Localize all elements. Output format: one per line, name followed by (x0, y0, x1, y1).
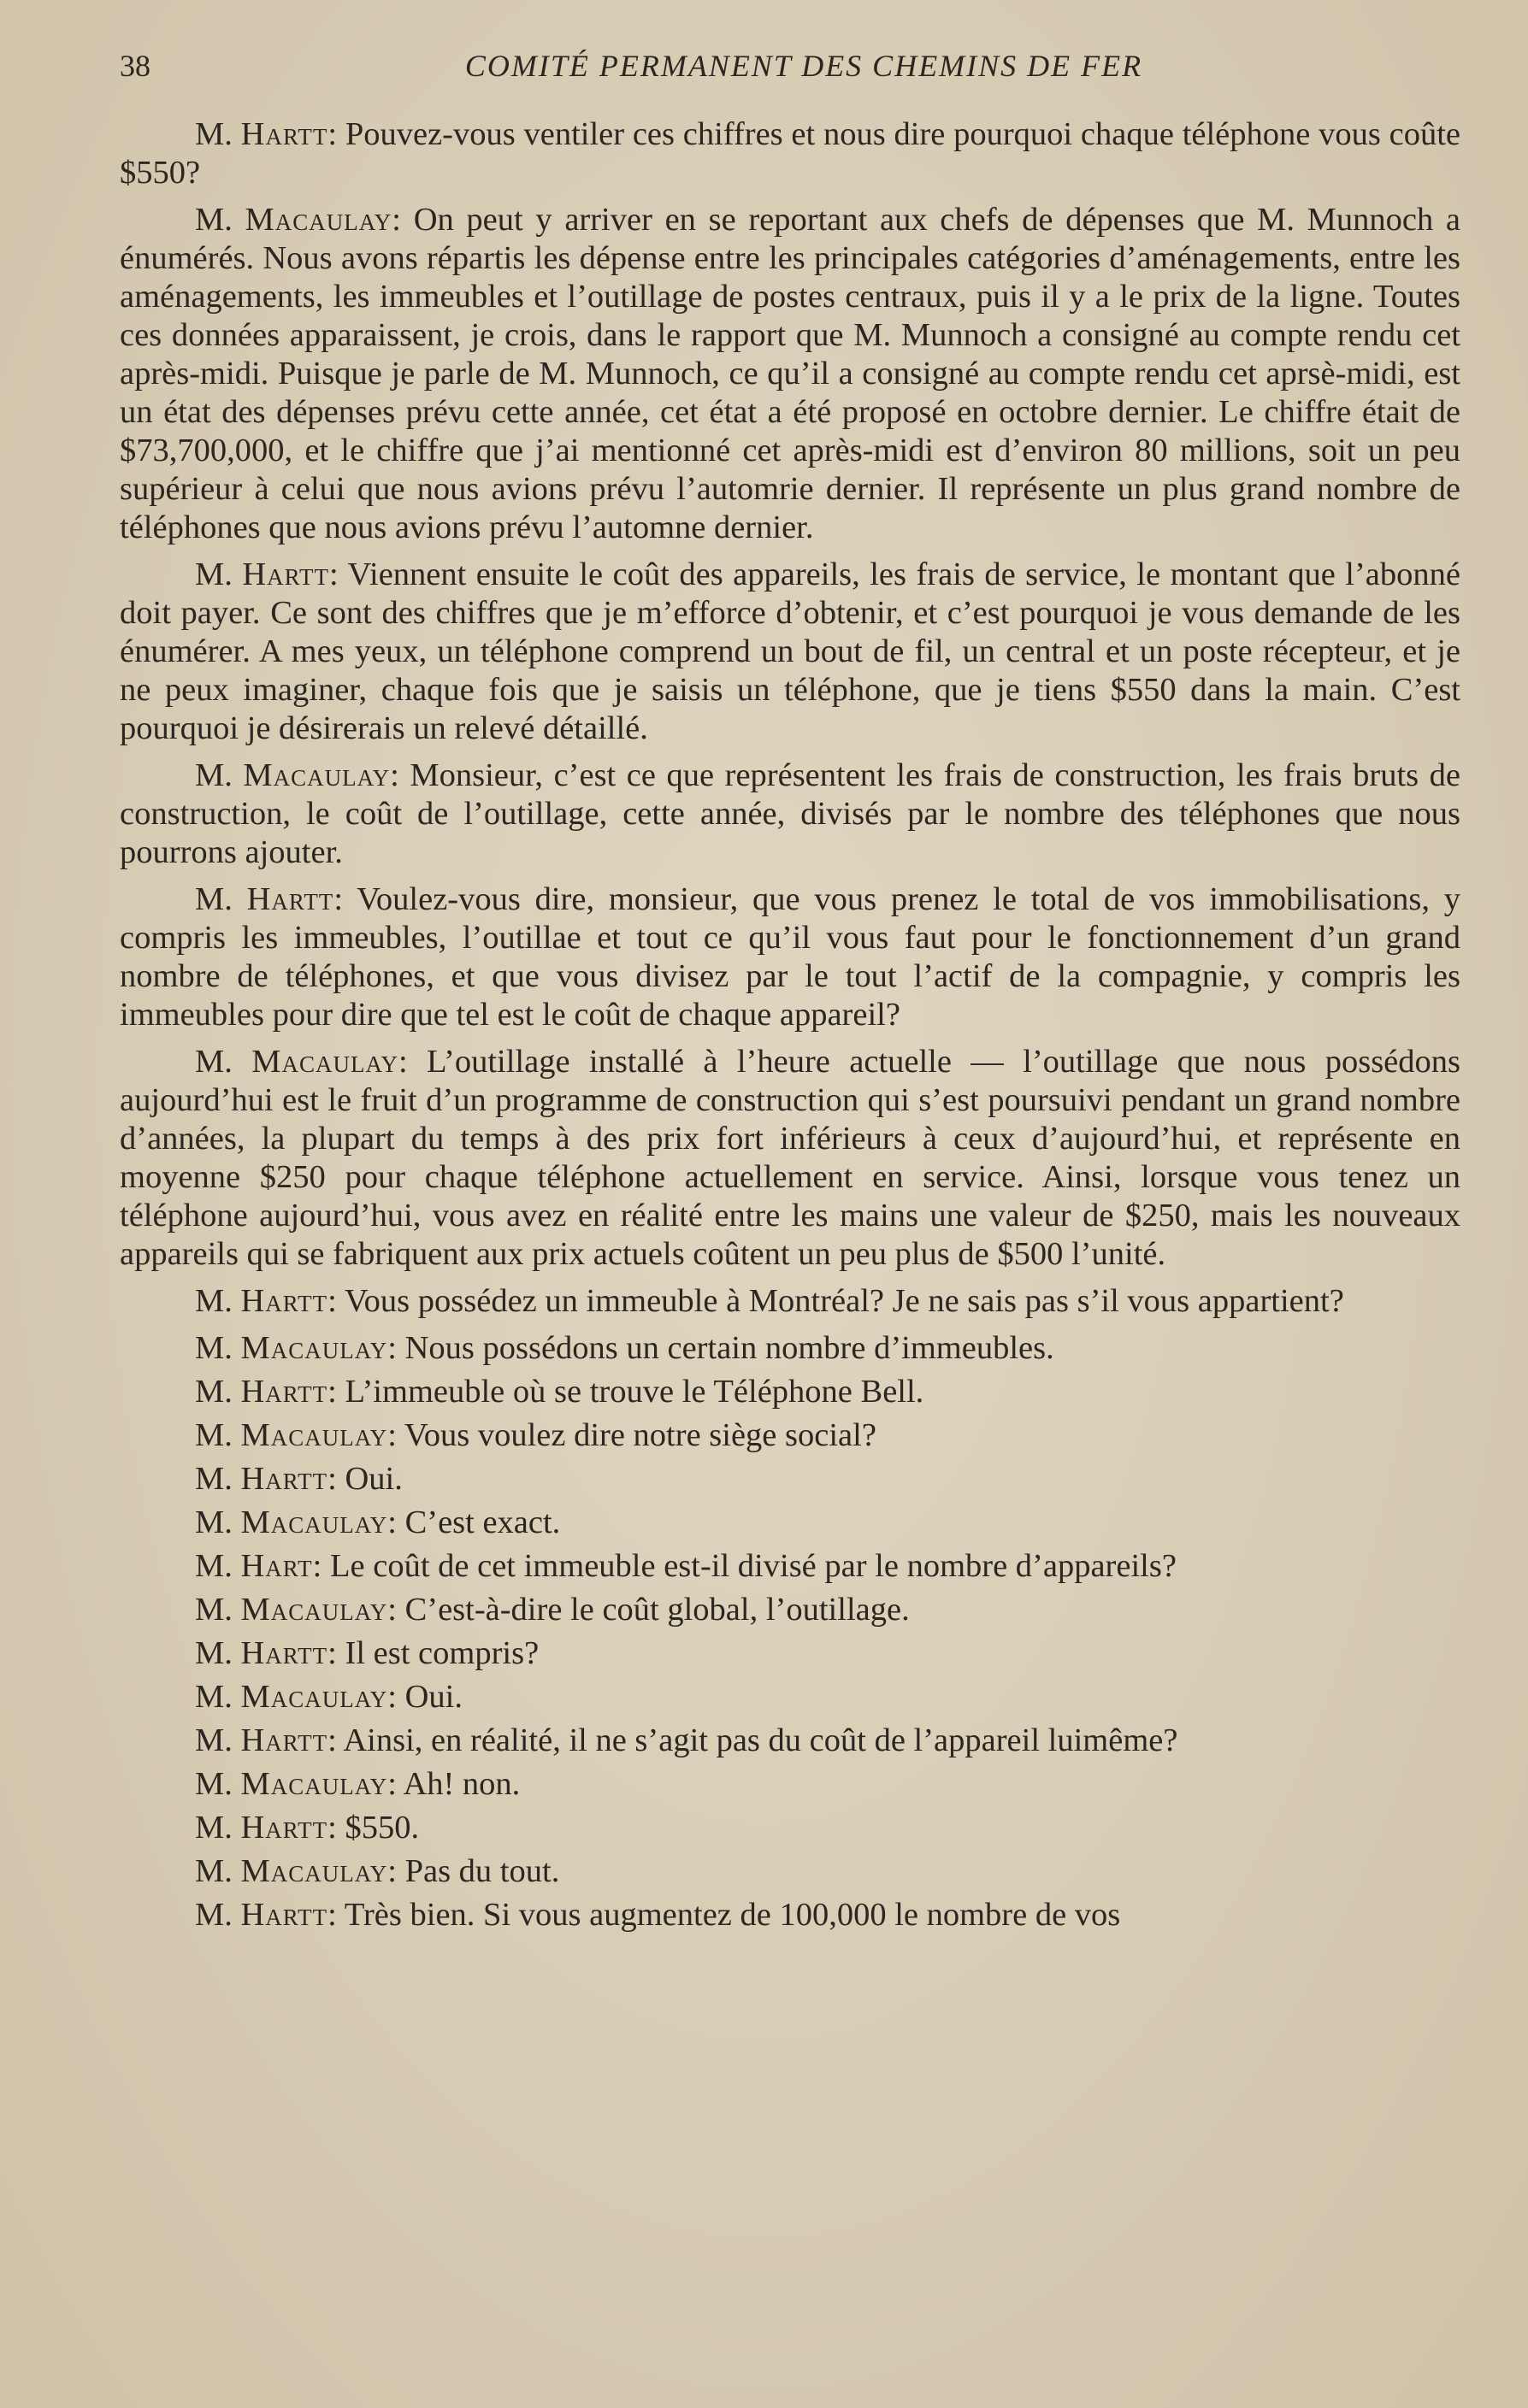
running-title: COMITÉ PERMANENT DES CHEMINS DE FER (464, 49, 1143, 83)
paragraph-text: Très bien. Si vous augmentez de 100,000 le nombre de vos (344, 1897, 1121, 1933)
paragraph: M. Hartt: L’immeuble où se trouve le Téléphone Bell. (195, 1374, 924, 1410)
paragraph: M. Macaulay: Nous possédons un certain nombre d’immeubles. (195, 1330, 1054, 1366)
paragraph: M. Macaulay: C’est exact. (195, 1504, 561, 1540)
speaker-name: Hart (240, 1548, 313, 1584)
paragraph: M. Macaulay: Pas du tout. (195, 1853, 560, 1889)
speaker-prefix: M. (195, 1766, 233, 1802)
speaker-prefix: M. (195, 881, 233, 917)
speaker-prefix: M. (195, 1853, 233, 1889)
paragraph: M. Hartt: Viennent ensuite le coût des appareils, les frais de service, le montant que l’abonné doit payer. Ce sont des chiffres que je m’efforce d’obtenir, et c’est pourquoi je vous demande de les énumérer. A mes yeux, un téléphone comprend un bout de fil, un central et un poste récepteur, et je ne peux imaginer, chaque fois que je saisis un téléphone, que je tiens $550 dans la main. C’est pourquoi je désirerais un relevé détaillé. (120, 556, 1460, 746)
paragraph-text: Ainsi, en réalité, il ne s’agit pas du coût de l’appareil luimême? (343, 1722, 1178, 1758)
transcript-body (120, 115, 1460, 1940)
speaker-name: Hartt (242, 556, 330, 592)
paragraph: M. Hartt: Très bien. Si vous augmentez de 100,000 le nombre de vos (195, 1897, 1121, 1933)
speaker-name: Macaulay (240, 1853, 388, 1889)
speaker-prefix: M. (195, 1679, 233, 1715)
paragraph-text: Pouvez-vous ventiler ces chiffres et nous dire pourquoi chaque téléphone vous coûte $550? (120, 116, 1461, 191)
paragraph: M. Hart: Le coût de cet immeuble est-il divisé par le nombre d’appareils? (195, 1548, 1177, 1584)
paragraph-text: Vous possédez un immeuble à Montréal? Je ne sais pas s’il vous appartient? (344, 1283, 1344, 1319)
paragraph: M. Macaulay: Ah! non. (195, 1766, 521, 1802)
speaker-prefix: M. (195, 757, 233, 793)
speaker-prefix: M. (195, 202, 233, 238)
paragraph-text: Le coût de cet immeuble est-il divisé par le nombre d’appareils? (330, 1548, 1177, 1584)
paragraph: M. Hartt: Oui. (195, 1461, 403, 1497)
paragraph: M. Macaulay: Vous voulez dire notre siège social? (195, 1417, 876, 1453)
paragraph-text: On peut y arriver en se reportant aux chefs de dépenses que M. Munnoch a énumérés. Nous avons répartis les dépense entre les principales catégories d’aménagements, entre les aménagements, les immeubles et l’outillage de postes centraux, puis il y a le prix de la ligne. Toutes ces données apparaissent, je crois, dans le rapport que M. Munnoch a consigné au compte rendu cet après-midi. Puisque je parle de M. Munnoch, ce qu’il a consigné au compte rendu cet aprsè-midi, est un état des dépenses prévu cette année, cet état a été proposé en octobre dernier. Le chiffre était de $73,700,000, et le chiffre que j’ai mentionné cet après-midi est d’environ 80 millions, soit un peu supérieur à celui que nous avions prévu l’automrie dernier. Il représente un plus grand nombre de téléphones que nous avions prévu l’automne dernier. (120, 202, 1461, 545)
paragraph-text: $550. (345, 1810, 420, 1846)
paragraph-text: L’outillage installé à l’heure actuelle — l’outillage que nous possédons aujourd’hui est le fruit d’un programme de construction qui s’est poursuivi pendant un grand nombre d’années, la plupart du temps à des prix fort inférieurs à ceux d’aujourd’hui, et représente en moyenne $250 pour chaque téléphone actuellement en service. Ainsi, lorsque vous tenez un téléphone aujourd’hui, vous avez en réalité entre les mains une valeur de $250, mais les nouveaux appareils qui se fabriquent aux prix actuels coûtent un peu plus de $500 l’unité. (120, 1044, 1461, 1272)
paragraph: M. Macaulay: Monsieur, c’est ce que représentent les frais de construction, les frais bruts de construction, le coût de l’outillage, cette année, divisés par le nombre des téléphones que nous pourrons ajouter. (120, 757, 1460, 870)
speaker-name: Macaulay (240, 1417, 388, 1453)
speaker-prefix: M. (195, 1461, 233, 1497)
speaker-name: Macaulay (240, 1679, 388, 1715)
speaker-prefix: M. (195, 1330, 233, 1366)
paragraph: M. Macaulay: C’est-à-dire le coût global, l’outillage. (195, 1592, 910, 1628)
paragraph: M. Hartt: Il est compris? (195, 1635, 540, 1671)
speaker-name: Hartt (240, 1374, 328, 1410)
speaker-prefix: M. (195, 1417, 233, 1453)
speaker-prefix: M. (195, 1044, 233, 1080)
speaker-name: Macaulay (243, 757, 391, 793)
speaker-prefix: M. (195, 1810, 233, 1846)
speaker-name: Macaulay (240, 1504, 388, 1540)
paragraph: M. Macaulay: Oui. (195, 1679, 463, 1715)
paragraph-text: Monsieur, c’est ce que représentent les frais de construction, les frais bruts de construction, le coût de l’outillage, cette année, divisés par le nombre des téléphones que nous pourrons ajouter. (120, 757, 1460, 870)
speaker-name: Hartt (240, 1283, 328, 1319)
speaker-prefix: M. (195, 116, 233, 152)
page-number: 38 (120, 49, 150, 83)
speaker-prefix: M. (195, 1548, 233, 1584)
speaker-prefix: M. (195, 1283, 233, 1319)
paragraph-text: Voulez-vous dire, monsieur, que vous prenez le total de vos immobilisations, y compris les immeubles, l’outillae et tout ce qu’il vous faut pour le fonctionnement d’un grand nombre de téléphones, et que vous divisez par le tout l’actif de la compagnie, y compris les immeubles pour dire que tel est le coût de chaque appareil? (120, 881, 1460, 1033)
paragraph-text: Il est compris? (345, 1635, 540, 1671)
speaker-name: Macaulay (240, 1330, 388, 1366)
paragraph: M. Hartt: Vous possédez un immeuble à Montréal? Je ne sais pas s’il vous appartient? (195, 1283, 1344, 1319)
paragraph-text: Oui. (404, 1679, 463, 1715)
speaker-name: Hartt (240, 1461, 328, 1497)
speaker-name: Macaulay (240, 1592, 388, 1628)
paragraph: M. Hartt: Ainsi, en réalité, il ne s’agit pas du coût de l’appareil luimême? (195, 1722, 1178, 1758)
speaker-name: Hartt (240, 1722, 328, 1758)
speaker-prefix: M. (195, 1897, 233, 1933)
paragraph-text: Nous possédons un certain nombre d’immeubles. (404, 1330, 1054, 1366)
speaker-name: Hartt (246, 881, 334, 917)
speaker-prefix: M. (195, 1592, 233, 1628)
speaker-name: Hartt (240, 1635, 328, 1671)
paragraph: M. Macaulay: On peut y arriver en se reportant aux chefs de dépenses que M. Munnoch a énumérés. Nous avons répartis les dépense entre les principales catégories d’aménagements, entre les aménagements, les immeubles et l’outillage de postes centraux, puis il y a le prix de la ligne. Toutes ces données apparaissent, je crois, dans le rapport que M. Munnoch a consigné au compte rendu cet après-midi. Puisque je parle de M. Munnoch, ce qu’il a consigné au compte rendu cet aprsè-midi, est un état des dépenses prévu cette année, cet état a été proposé en octobre dernier. Le chiffre était de $73,700,000, et le chiffre que j’ai mentionné cet après-midi est d’environ 80 millions, soit un peu supérieur à celui que nous avions prévu l’automrie dernier. Il représente un plus grand nombre de téléphones que nous avions prévu l’automne dernier. (120, 202, 1461, 545)
paragraph-text: Vous voulez dire notre siège social? (404, 1417, 876, 1453)
speaker-name: Macaulay (240, 1766, 388, 1802)
page-header (120, 43, 1454, 94)
paragraph-text: L’immeuble où se trouve le Téléphone Bell. (345, 1374, 924, 1410)
speaker-prefix: M. (195, 1635, 233, 1671)
speaker-prefix: M. (195, 556, 233, 592)
speaker-name: Hartt (240, 1897, 328, 1933)
speaker-name: Hartt (240, 116, 328, 152)
paragraph: M. Macaulay: L’outillage installé à l’heure actuelle — l’outillage que nous possédons aujourd’hui est le fruit d’un programme de construction qui s’est poursuivi pendant un grand nombre d’années, la plupart du temps à des prix fort inférieurs à ceux d’aujourd’hui, et représente en moyenne $250 pour chaque téléphone actuellement en service. Ainsi, lorsque vous tenez un téléphone aujourd’hui, vous avez en réalité entre les mains une valeur de $250, mais les nouveaux appareils qui se fabriquent aux prix actuels coûtent un peu plus de $500 l’unité. (120, 1044, 1461, 1272)
paragraph-text: Pas du tout. (404, 1853, 560, 1889)
paragraph: M. Hartt: Pouvez-vous ventiler ces chiffres et nous dire pourquoi chaque téléphone vous coûte $550? (120, 116, 1461, 191)
paragraph-text: Oui. (345, 1461, 403, 1497)
speaker-prefix: M. (195, 1722, 233, 1758)
speaker-prefix: M. (195, 1374, 233, 1410)
speaker-prefix: M. (195, 1504, 233, 1540)
paragraph: M. Hartt: Voulez-vous dire, monsieur, que vous prenez le total de vos immobilisations, y compris les immeubles, l’outillae et tout ce qu’il vous faut pour le fonctionnement d’un grand nombre de téléphones, et que vous divisez par le tout l’actif de la compagnie, y compris les immeubles pour dire que tel est le coût de chaque appareil? (120, 881, 1460, 1033)
paragraph-text: C’est exact. (404, 1504, 561, 1540)
paragraph-text: C’est-à-dire le coût global, l’outillage. (404, 1592, 910, 1628)
speaker-name: Macaulay (251, 1044, 398, 1080)
speaker-name: Macaulay (245, 202, 392, 238)
paragraph-text: Ah! non. (403, 1766, 521, 1802)
paragraph-text: Viennent ensuite le coût des appareils, les frais de service, le montant que l’abonné doit payer. Ce sont des chiffres que je m’efforce d’obtenir, et c’est pourquoi je vous demande de les énumérer. A mes yeux, un téléphone comprend un bout de fil, un central et un poste récepteur, et je ne peux imaginer, chaque fois que je saisis un téléphone, que je tiens $550 dans la main. C’est pourquoi je désirerais un relevé détaillé. (120, 556, 1460, 746)
paragraph: M. Hartt: $550. (195, 1810, 420, 1846)
speaker-name: Hartt (240, 1810, 328, 1846)
